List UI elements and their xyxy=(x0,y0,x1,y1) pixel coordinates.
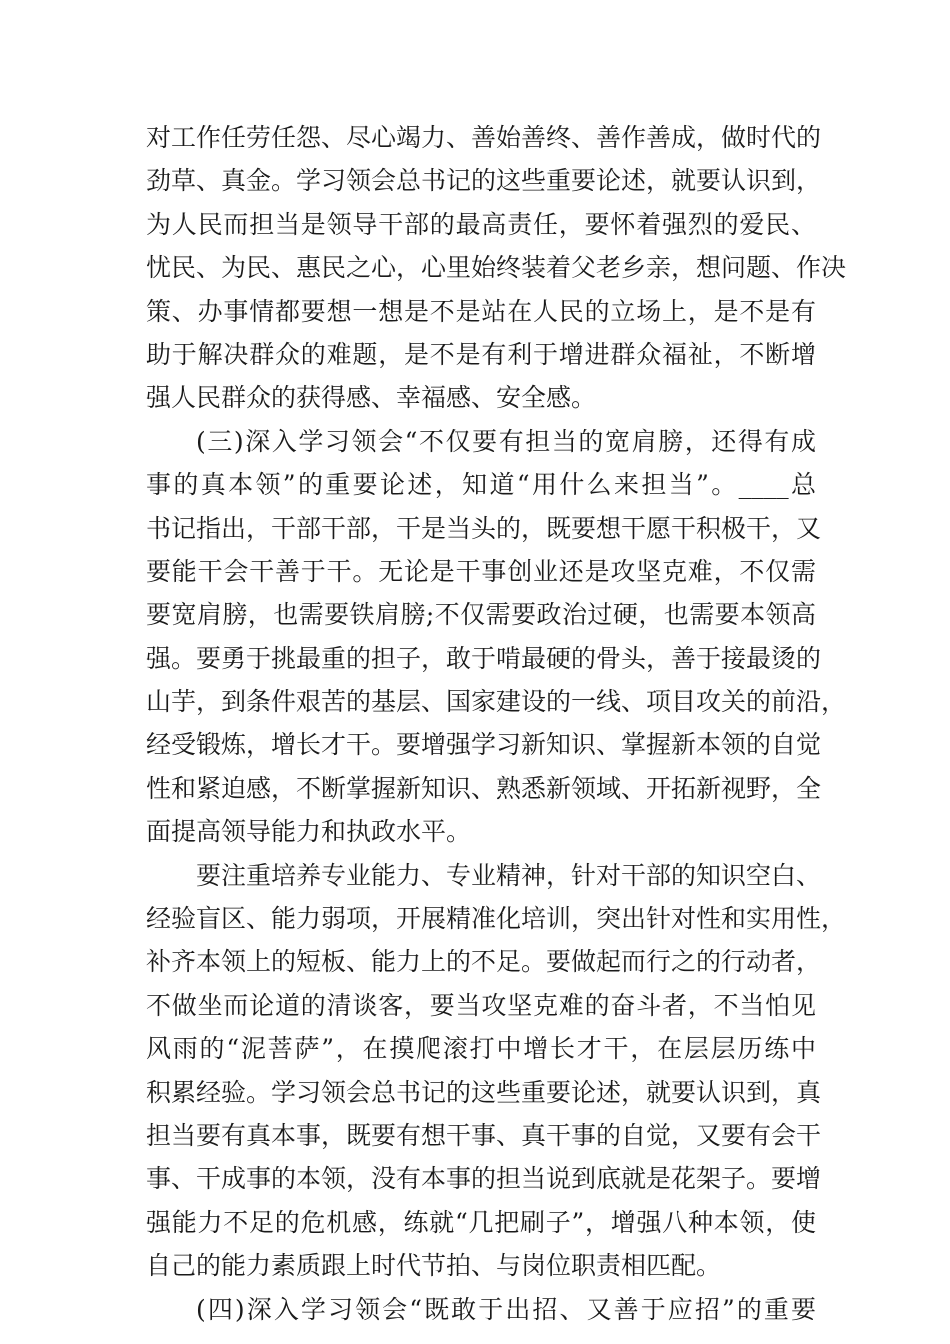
text-line: 自己的能力素质跟上时代节拍、与岗位职责相匹配。 xyxy=(146,1251,722,1281)
text-line: 劲草、真金。学习领会总书记的这些重要论述，就要认识到， xyxy=(146,166,822,196)
text-line: 为人民而担当是领导干部的最高责任，要怀着强烈的爱民、 xyxy=(146,209,816,239)
text-line: 经受锻炼，增长才干。要增强学习新知识、掌握新本领的自觉 xyxy=(146,730,822,760)
paragraph-section-four xyxy=(146,1288,816,1331)
text-line: 不做坐而论道的清谈客，要当攻坚克难的奋斗者，不当怕见 xyxy=(146,990,816,1020)
text-line: 经验盲区、能力弱项，开展精准化培训，突出针对性和实用性， xyxy=(146,904,847,934)
text-line: 积累经验。学习领会总书记的这些重要论述，就要认识到，真 xyxy=(146,1077,822,1107)
paragraph-continuation xyxy=(146,116,847,420)
document-body xyxy=(146,116,847,1331)
paragraph-professional-ability xyxy=(146,854,847,1288)
text-line: 事、干成事的本领，没有本事的担当说到底就是花架子。要增 xyxy=(146,1164,822,1194)
text-line: 补齐本领上的短板、能力上的不足。要做起而行之的行动者， xyxy=(146,947,822,977)
text-line: 强人民群众的获得感、幸福感、安全感。 xyxy=(146,383,597,413)
text-line: 面提高领导能力和执政水平。 xyxy=(146,817,472,847)
text-line: (四)深入学习领会“既敢于出招、又善于应招”的重要 xyxy=(196,1294,816,1324)
text-line: (三)深入学习领会“不仅要有担当的宽肩膀，还得有成 xyxy=(196,426,816,456)
text-line: 事的真本领”的重要论述，知道“用什么来担当”。____总 xyxy=(146,470,816,500)
text-line: 助于解决群众的难题，是不是有利于增进群众福祉，不断增 xyxy=(146,339,816,369)
text-line: 强能力不足的危机感，练就“几把刷子”，增强八种本领，使 xyxy=(146,1207,816,1237)
text-line: 山芋，到条件艰苦的基层、国家建设的一线、项目攻关的前沿， xyxy=(146,687,847,717)
text-line: 要宽肩膀，也需要铁肩膀;不仅需要政治过硬，也需要本领高 xyxy=(146,600,816,630)
text-line: 书记指出，干部干部，干是当头的，既要想干愿干积极干，又 xyxy=(146,513,822,543)
text-line: 要能干会干善于干。无论是干事创业还是攻坚克难，不仅需 xyxy=(146,556,816,586)
text-line: 风雨的“泥菩萨”，在摸爬滚打中增长才干，在层层历练中 xyxy=(146,1034,816,1064)
paragraph-section-three xyxy=(146,420,847,854)
text-line: 担当要有真本事，既要有想干事、真干事的自觉，又要有会干 xyxy=(146,1120,822,1150)
text-line: 强。要勇于挑最重的担子，敢于啃最硬的骨头，善于接最烫的 xyxy=(146,643,822,673)
text-line: 性和紧迫感，不断掌握新知识、熟悉新领域、开拓新视野，全 xyxy=(146,773,822,803)
text-line: 策、办事情都要想一想是不是站在人民的立场上，是不是有 xyxy=(146,296,816,326)
text-line: 要注重培养专业能力、专业精神，针对干部的知识空白、 xyxy=(196,860,822,890)
text-line: 忧民、为民、惠民之心，心里始终装着父老乡亲，想问题、作决 xyxy=(146,253,847,283)
text-line: 对工作任劳任怨、尽心竭力、善始善终、善作善成，做时代的 xyxy=(146,123,822,152)
